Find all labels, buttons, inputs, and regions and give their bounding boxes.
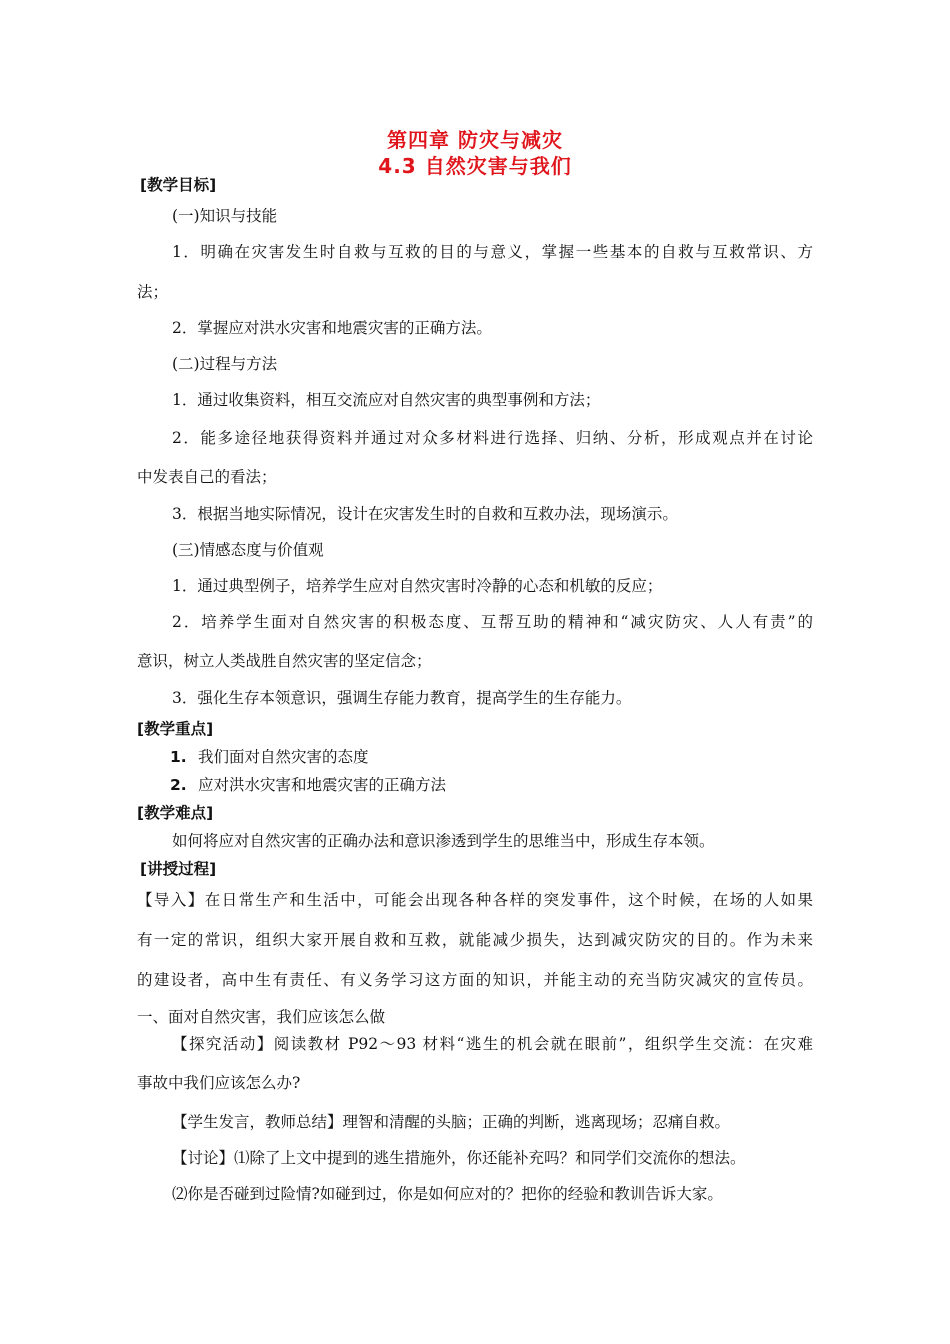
objectives-sec1-title: (一)知识与技能 (172, 207, 278, 225)
process-discuss-1: 【讨论】⑴除了上文中提到的逃生措施外，你还能补充吗？和同学们交流你的想法。 (172, 1149, 746, 1167)
objectives-sec2-item2-a: 2．能多途径地获得资料并通过对众多材料进行选择、归纳、分析，形成观点并在讨论 (172, 429, 813, 447)
key-point-2-text: 应对洪水灾害和地震灾害的正确方法 (198, 776, 447, 794)
objectives-sec3-item2-a: 2．培养学生面对自然灾害的积极态度、互帮互助的精神和“减灾防灾、人人有责”的 (172, 613, 813, 631)
objectives-sec3-item3: 3．强化生存本领意识，强调生存能力教育，提高学生的生存能力。 (172, 689, 632, 707)
process-part1-heading: 一、面对自然灾害，我们应该怎么做 (137, 1008, 386, 1026)
process-explore-line1: 【探究活动】阅读教材 P92～93 材料“逃生的机会就在眼前”，组织学生交流：在灾难 (172, 1035, 813, 1053)
process-intro-line2: 有一定的常识，组织大家开展自救和互救，就能减少损失，达到减灾防灾的目的。作为未来 (137, 931, 813, 949)
objectives-sec1-item1-a: 1．明确在灾害发生时自救与互救的目的与意义，掌握一些基本的自救与互救常识、方 (172, 243, 813, 261)
section-title: 4.3 自然灾害与我们 (378, 154, 572, 178)
objectives-sec1-item2: 2．掌握应对洪水灾害和地震灾害的正确方法。 (172, 319, 492, 337)
objectives-sec2-item3: 3．根据当地实际情况，设计在灾害发生时的自救和互救办法，现场演示。 (172, 505, 678, 523)
process-heading: [讲授过程] (140, 860, 217, 878)
objectives-sec1-item1-b: 法； (137, 283, 169, 301)
objectives-sec3-title: (三)情感态度与价值观 (172, 541, 324, 559)
key-point-1-text: 我们面对自然灾害的态度 (198, 748, 369, 766)
objectives-heading: [教学目标] (140, 176, 217, 194)
key-point-1-number: 1. (170, 748, 187, 766)
objectives-sec2-title: (二)过程与方法 (172, 355, 278, 373)
key-points-heading: [教学重点] (137, 720, 214, 738)
difficulties-text: 如何将应对自然灾害的正确办法和意识渗透到学生的思维当中，形成生存本领。 (172, 832, 715, 850)
objectives-sec2-item2-b: 中发表自己的看法； (137, 468, 277, 486)
process-intro-line3: 的建设者，高中生有责任、有义务学习这方面的知识，并能主动的充当防灾减灾的宣传员。 (137, 971, 813, 989)
key-point-2-number: 2. (170, 776, 187, 794)
objectives-sec2-item1: 1．通过收集资料，相互交流应对自然灾害的典型事例和方法； (172, 391, 601, 409)
objectives-sec3-item1: 1．通过典型例子，培养学生应对自然灾害时冷静的心态和机敏的反应； (172, 577, 663, 595)
process-explore-line2: 事故中我们应该怎么办? (137, 1074, 301, 1092)
process-discuss-2: ⑵你是否碰到过险情?如碰到过，你是如何应对的？把你的经验和教训告诉大家。 (172, 1185, 723, 1203)
difficulties-heading: [教学难点] (137, 804, 214, 822)
chapter-title: 第四章 防灾与减灾 (387, 128, 563, 152)
process-intro-line1: 【导入】在日常生产和生活中，可能会出现各种各样的突发事件，这个时候，在场的人如果 (137, 891, 813, 909)
process-summary: 【学生发言，教师总结】理智和清醒的头脑；正确的判断，逃离现场；忍痛自救。 (172, 1113, 731, 1131)
objectives-sec3-item2-b: 意识，树立人类战胜自然灾害的坚定信念； (137, 652, 432, 670)
